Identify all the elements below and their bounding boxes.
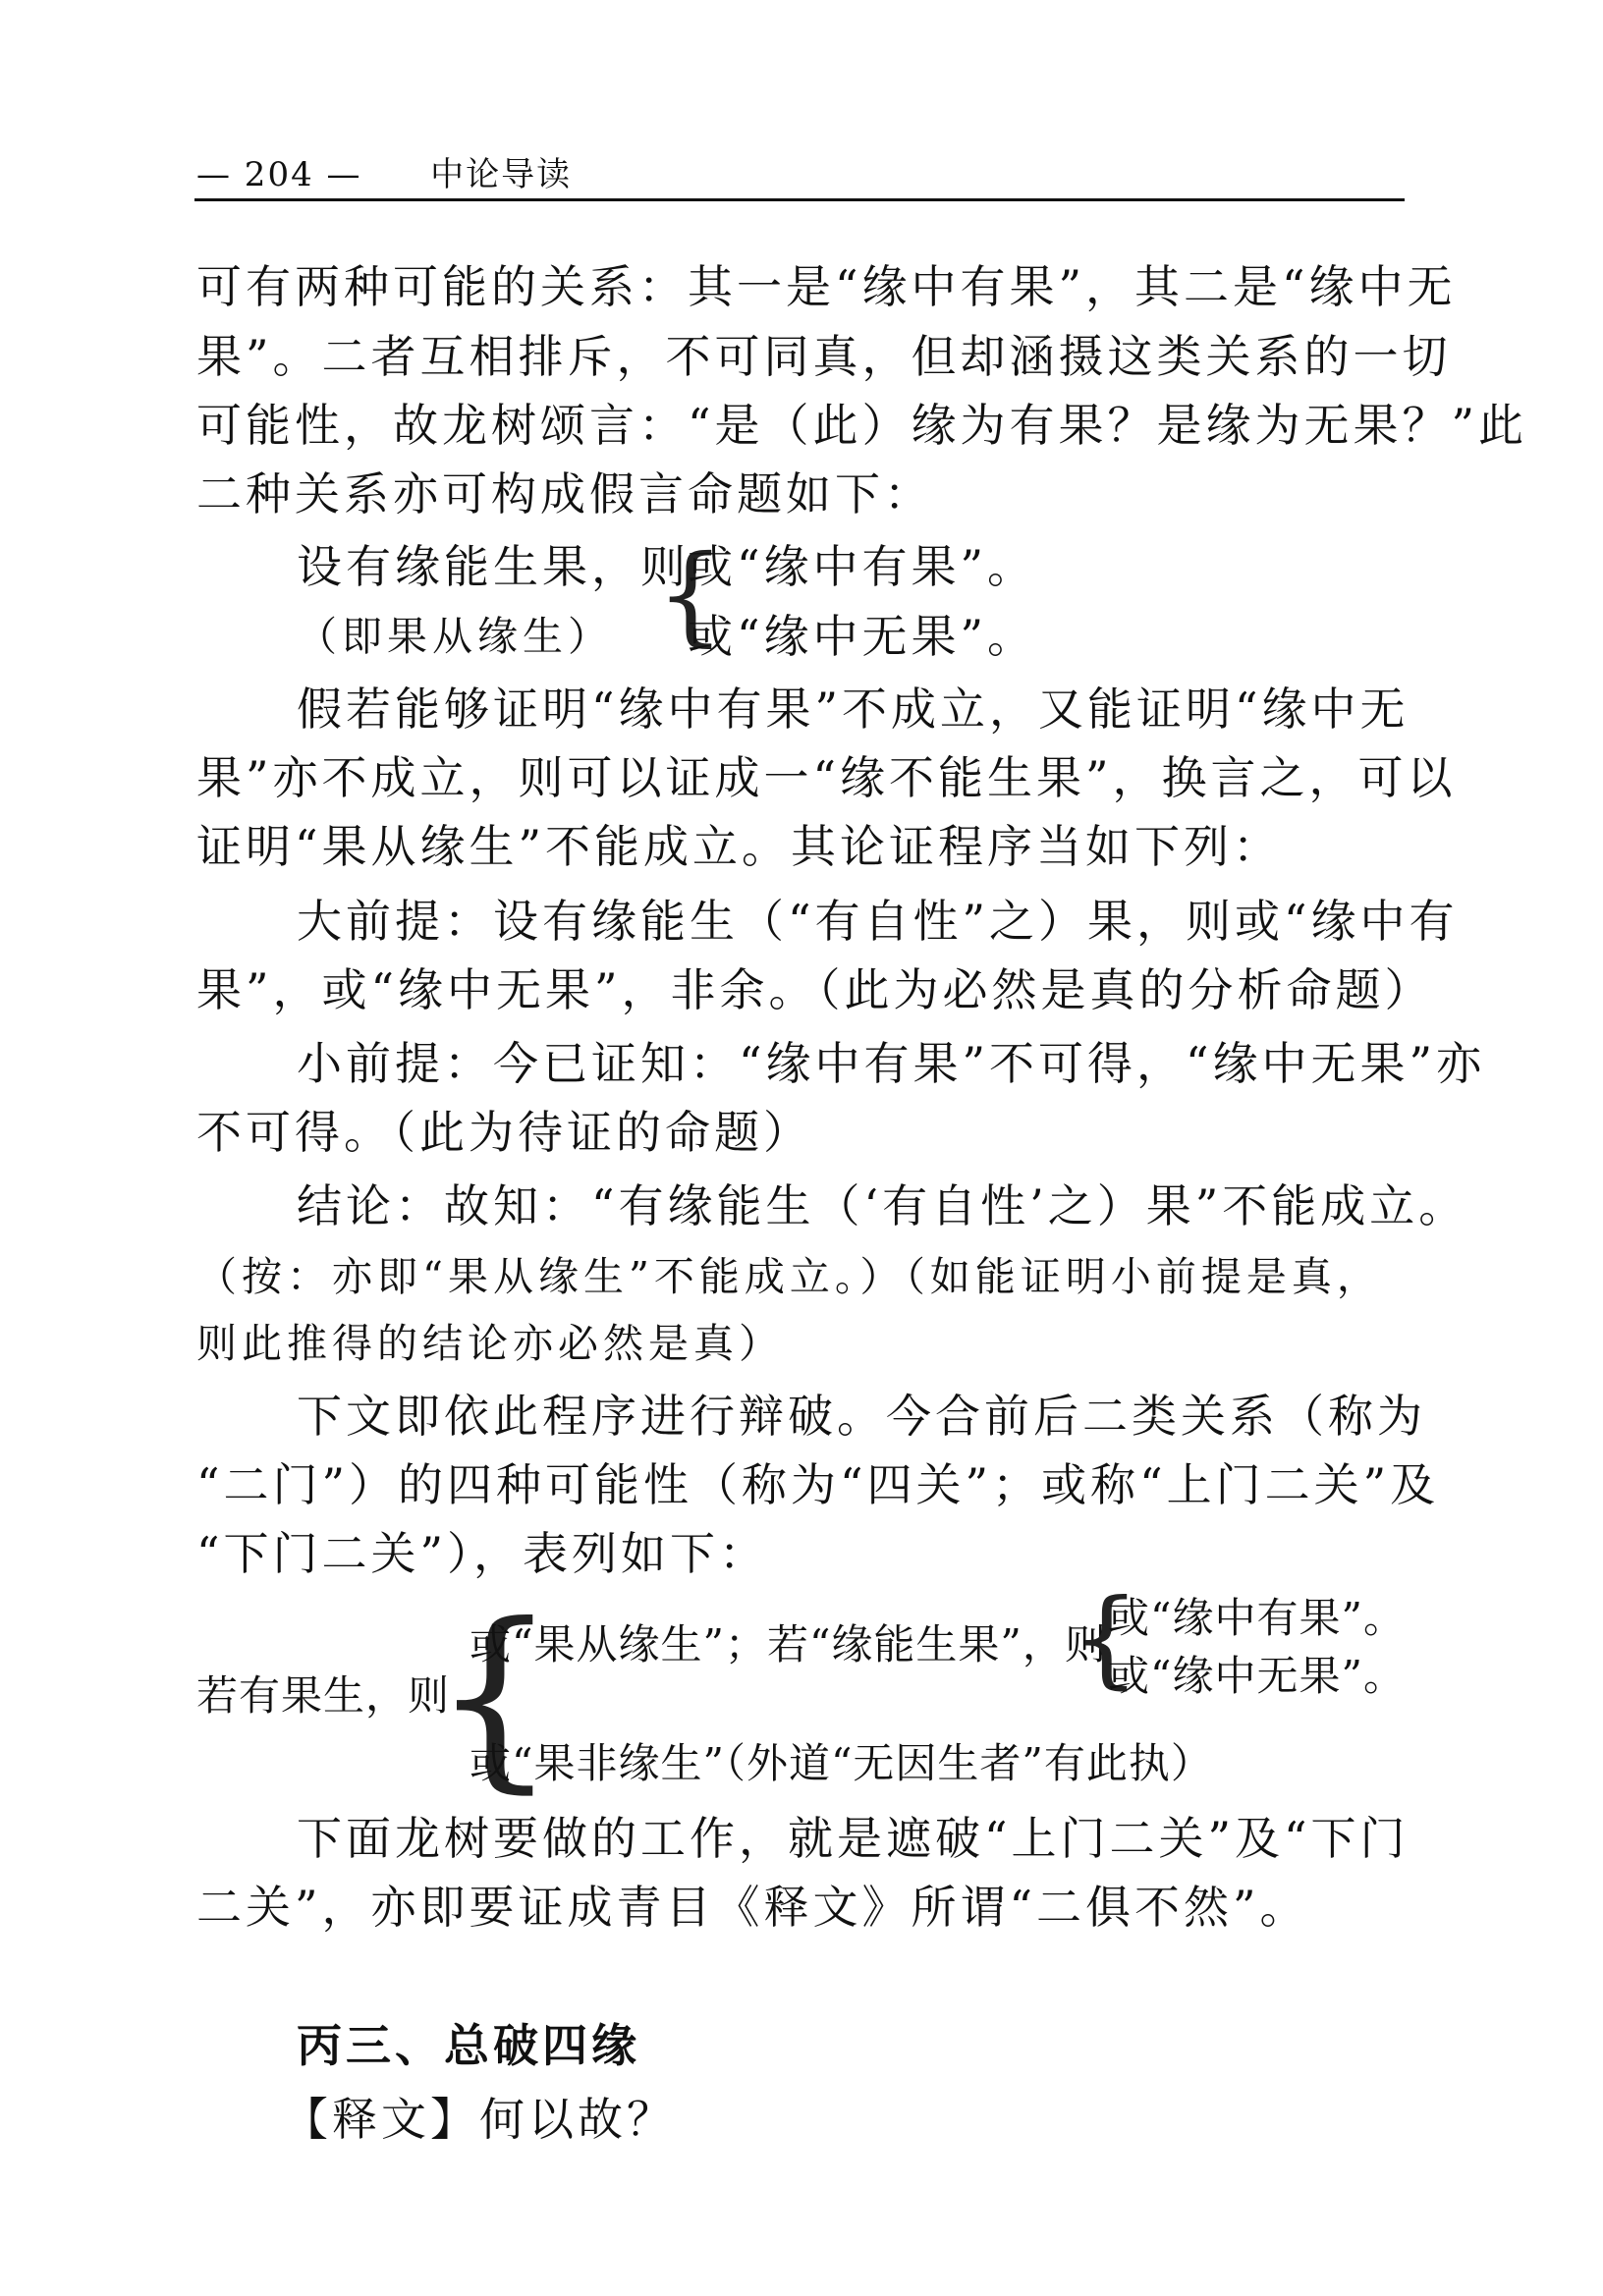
tree-branch-1: 或“果从缘生”；若“缘能生果”，则 bbox=[470, 1620, 1107, 1668]
text-line: “下门二关”），表列如下： bbox=[196, 1527, 769, 1580]
brace-symbol: { bbox=[656, 531, 725, 657]
commentary-label: 【释文】 bbox=[283, 2093, 479, 2146]
text-line: 二关”，亦即要证成青目《释文》所谓“二俱不然”。 bbox=[196, 1881, 1309, 1934]
tree-root: 若有果生，则 bbox=[196, 1671, 451, 1720]
text-line: 证明“果从缘生”不能成立。其论证程序当如下列： bbox=[196, 820, 1283, 873]
text-line: 则此推得的结论亦必然是真） bbox=[196, 1320, 784, 1367]
text-line: 不可得。（此为待证的命题） bbox=[196, 1106, 812, 1159]
hypothesis-right-2: 或“缘中无果”。 bbox=[688, 610, 1037, 663]
text-line: 果”。二者互相排斥，不可同真，但却涵摄这类关系的一切 bbox=[196, 330, 1452, 383]
commentary-line bbox=[283, 2090, 676, 2149]
brace-symbol: { bbox=[432, 1582, 558, 1811]
text-line: 可能性，故龙树颂言：“是（此）缘为有果？是缘为无果？”此 bbox=[196, 399, 1528, 452]
text-line: 果”，或“缘中无果”，非余。（此为必然是真的分析命题） bbox=[196, 963, 1434, 1016]
text-line: 小前提：今已证知：“缘中有果”不可得，“缘中无果”亦 bbox=[297, 1037, 1486, 1090]
tree-branch-1a: 或“缘中有果”。 bbox=[1108, 1594, 1406, 1642]
text-line: 果”亦不成立，则可以证成一“缘不能生果”，换言之，可以 bbox=[196, 751, 1457, 804]
text-line: 可有两种可能的关系：其一是“缘中有果”，其二是“缘中无 bbox=[196, 260, 1457, 313]
hypothesis-left-1: 设有缘能生果，则 bbox=[297, 540, 690, 593]
text-line: 下文即依此程序进行辩破。今合前后二类关系（称为 bbox=[297, 1390, 1426, 1443]
tree-branch-1b: 或“缘中无果”。 bbox=[1108, 1652, 1406, 1700]
text-line: “二门”）的四种可能性（称为“四关”；或称“上门二关”及 bbox=[196, 1458, 1440, 1511]
hypothesis-right-1: 或“缘中有果”。 bbox=[688, 540, 1037, 593]
header-rule bbox=[194, 198, 1405, 201]
text-line: 下面龙树要做的工作，就是遮破“上门二关”及“下门 bbox=[297, 1812, 1410, 1865]
text-line: 结论：故知：“有缘能生（‘有自性’之）果”不能成立。 bbox=[297, 1179, 1468, 1232]
section-heading: 丙三、总破四缘 bbox=[297, 2019, 640, 2072]
text-line: 二种关系亦可构成假言命题如下： bbox=[196, 467, 933, 520]
brace-symbol: { bbox=[1073, 1577, 1140, 1700]
page-number: — 204 — bbox=[196, 155, 362, 194]
text-line: 大前提：设有缘能生（“有自性”之）果，则或“缘中有 bbox=[297, 895, 1459, 948]
text-line: 假若能够证明“缘中有果”不成立，又能证明“缘中无 bbox=[297, 683, 1410, 736]
running-header bbox=[196, 147, 572, 195]
tree-branch-2: 或“果非缘生”（外道“无因生者”有此执） bbox=[470, 1739, 1213, 1787]
text-line: （按：亦即“果从缘生”不能成立。）（如能证明小前提是真， bbox=[196, 1253, 1382, 1300]
book-title: 中论导读 bbox=[430, 155, 573, 194]
commentary-text: 何以故？ bbox=[479, 2093, 676, 2146]
hypothesis-left-2: （即果从缘生） bbox=[297, 613, 613, 660]
